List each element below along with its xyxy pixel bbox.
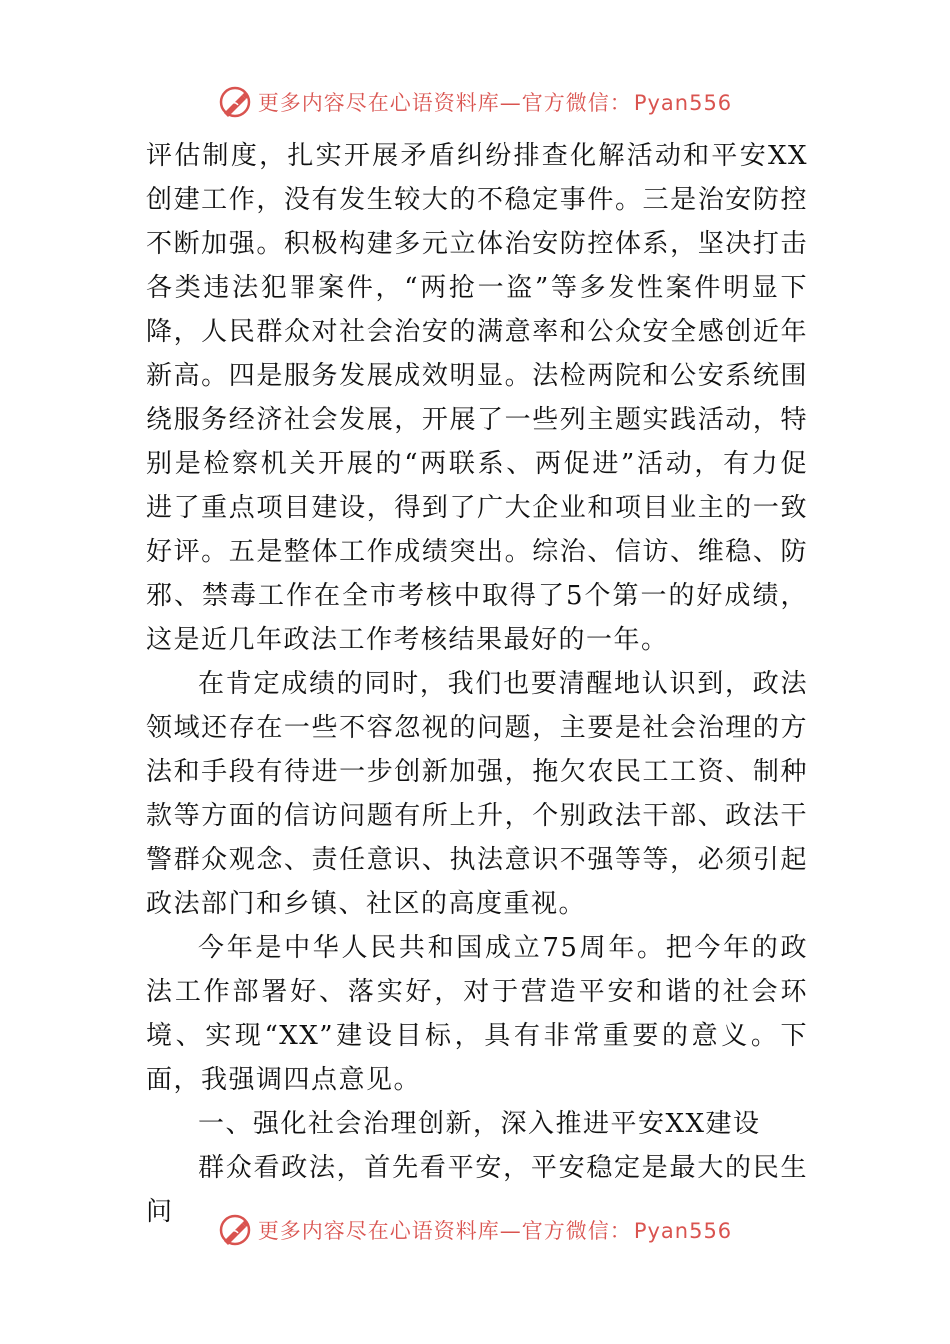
paragraph: 群众看政法，首先看平安，平安稳定是最大的民生问: [146, 1153, 808, 1227]
banner-text: 更多内容尽在心语资料库—官方微信：Pyan556: [257, 91, 733, 115]
footer-banner: [0, 1210, 950, 1250]
banner-text: 更多内容尽在心语资料库—官方微信：Pyan556: [257, 1219, 733, 1243]
pen-logo-icon: [218, 85, 252, 119]
section-heading: 一、强化社会治理创新，深入推进平安XX建设: [198, 1109, 761, 1139]
paragraph: 评估制度，扎实开展矛盾纠纷排查化解活动和平安XX创建工作，没有发生较大的不稳定事件。三是治安防控不断加强。积极构建多元立体治安防控体系，坚决打击各类违法犯罪案件，“两抢一盗”等多发性案件明显下降，人民群众对社会治安的满意率和公众安全感创近年新高。四是服务发展成效明显。法检两院和公安系统围绕服务经济社会发展，开展了一些列主题实践活动，特别是检察机关开展的“两联系、两促进”活动，有力促进了重点项目建设，得到了广大企业和项目业主的一致好评。五是整体工作成绩突出。综治、信访、维稳、防邪、禁毒工作在全市考核中取得了5个第一的好成绩，这是近几年政法工作考核结果最好的一年。: [146, 141, 808, 655]
paragraph: 在肯定成绩的同时，我们也要清醒地认识到，政法领域还存在一些不容忽视的问题，主要是社会治理的方法和手段有待进一步创新加强，拖欠农民工工资、制种款等方面的信访问题有所上升，个别政法干部、政法干警群众观念、责任意识、执法意识不强等等，必须引起政法部门和乡镇、社区的高度重视。: [146, 669, 808, 919]
pen-logo-icon: [218, 1213, 252, 1247]
wechat-id: Pyan556: [633, 91, 733, 115]
wechat-id: Pyan556: [633, 1219, 733, 1243]
header-banner: [0, 82, 950, 122]
document-body: [146, 134, 808, 1234]
paragraph: 今年是中华人民共和国成立75周年。把今年的政法工作部署好、落实好，对于营造平安和谐的社会环境、实现“XX”建设目标，具有非常重要的意义。下面，我强调四点意见。: [146, 933, 808, 1095]
